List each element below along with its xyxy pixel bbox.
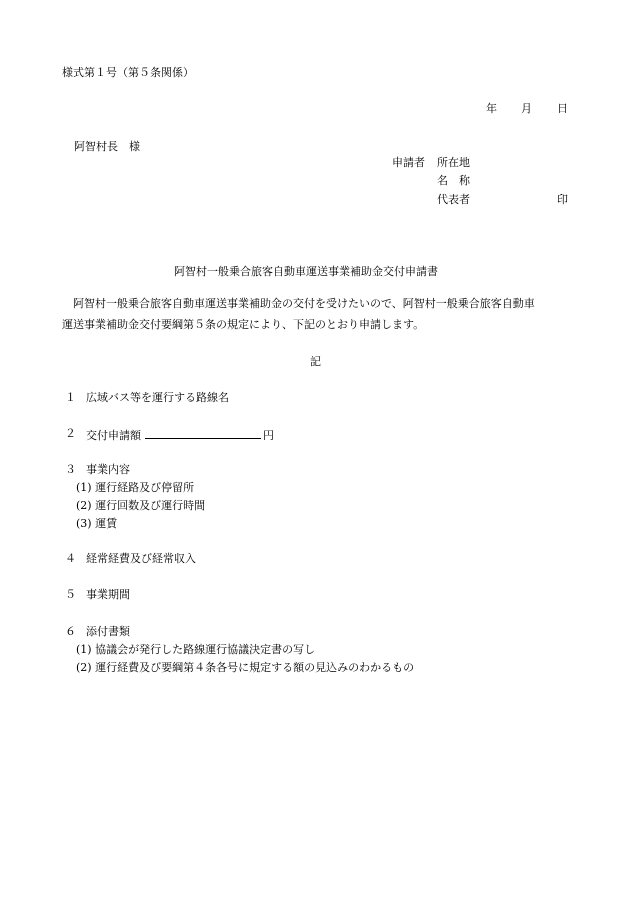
applicant-address-label: 所在地 [437, 156, 470, 169]
applicant-label: 申請者 [392, 156, 425, 169]
item-3-sub-1-number: (1) [76, 481, 92, 494]
item-1-number: １ [65, 391, 76, 404]
item-1-label: 広域バス等を運行する路線名 [86, 391, 229, 404]
item-4-label: 経常経費及び経常収入 [86, 552, 196, 565]
intro-line-2: 運送事業補助金交付要綱第５条の規定により、下記のとおり申請します。 [62, 318, 425, 331]
item-2-row [86, 427, 274, 443]
item-3-label: 事業内容 [86, 463, 130, 476]
item-3-number: ３ [65, 463, 76, 476]
ki-heading: 記 [310, 355, 321, 368]
addressee: 阿智村長 様 [74, 140, 140, 153]
item-6-sub-2-number: (2) [76, 661, 92, 674]
item-2-number: ２ [65, 427, 76, 440]
item-3-sub-2-label: 運行回数及び運行時間 [95, 499, 206, 512]
item-3-sub-3-label: 運賃 [95, 517, 118, 530]
item-6-sub-1-label: 協議会が発行した路線運行協議決定書の写し [95, 643, 316, 656]
item-3-sub-3-number: (3) [76, 517, 92, 530]
seal-mark: 印 [557, 193, 568, 206]
date-year-label: 年 [486, 102, 497, 115]
form-number-label: 様式第１号（第５条関係） [62, 66, 194, 79]
applicant-representative-label: 代表者 [437, 193, 470, 206]
item-6-sub-1-number: (1) [76, 643, 92, 656]
item-5-number: ５ [65, 588, 76, 601]
item-6-sub-2 [76, 661, 414, 675]
intro-line-1: 阿智村一般乗合旅客自動車運送事業補助金の交付を受けたいので、阿智村一般乗合旅客自動車 [62, 297, 535, 310]
item-5-label: 事業期間 [86, 588, 130, 601]
item-6-sub-2-label: 運行経費及び要綱第４条各号に規定する額の見込みのわかるもの [95, 661, 415, 674]
amount-unit: 円 [263, 429, 274, 442]
applicant-name-label: 名 称 [437, 174, 470, 187]
item-3-sub-2 [76, 499, 205, 513]
item-3-sub-1-label: 運行経路及び停留所 [95, 481, 195, 494]
amount-blank-line [145, 427, 261, 439]
item-3-sub-3 [76, 517, 117, 531]
item-3-sub-2-number: (2) [76, 499, 92, 512]
date-day-label: 日 [557, 102, 568, 115]
item-6-sub-1 [76, 643, 315, 657]
item-3-sub-1 [76, 481, 194, 495]
item-6-label: 添付書類 [86, 625, 130, 638]
document-title: 阿智村一般乗合旅客自動車運送事業補助金交付申請書 [174, 265, 438, 278]
item-2-label: 交付申請額 [86, 429, 141, 442]
item-6-number: ６ [65, 625, 76, 638]
date-month-label: 月 [521, 102, 532, 115]
item-4-number: ４ [65, 552, 76, 565]
